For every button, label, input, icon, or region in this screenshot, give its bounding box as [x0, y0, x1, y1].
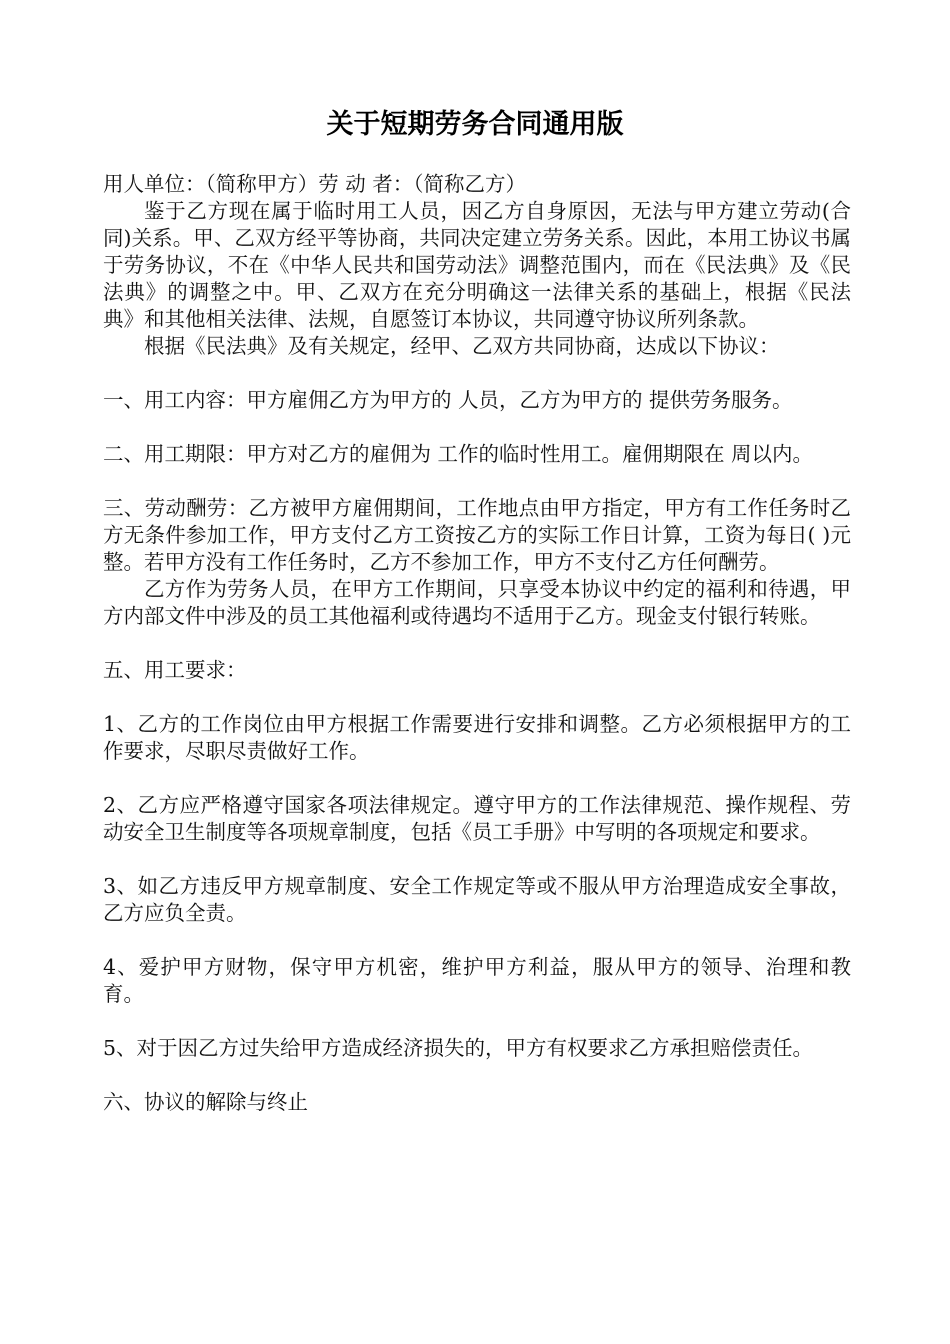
requirement-item-2: 2、乙方应严格遵守国家各项法律规定。遵守甲方的工作法律规范、操作规程、劳动安全卫生制度等各项规章制度，包括《员工手册》中写明的各项规定和要求。 [103, 793, 851, 844]
clause-remuneration: 三、劳动酬劳：乙方被甲方雇佣期间，工作地点由甲方指定，甲方有工作任务时乙方无条件参加工作，甲方支付乙方工资按乙方的实际工作日计算，工资为每日( )元整。若甲方没有工作任务时，乙方不参加工作，甲方不支付乙方任何酬劳。 [103, 496, 851, 574]
document-body [103, 171, 851, 1116]
requirement-item-4: 4、爱护甲方财物，保守甲方机密，维护甲方利益，服从甲方的领导、治理和教育。 [103, 955, 851, 1006]
requirement-item-1: 1、乙方的工作岗位由甲方根据工作需要进行安排和调整。乙方必须根据甲方的工作要求，尽职尽责做好工作。 [103, 712, 851, 763]
clause-work-content: 一、用工内容：甲方雇佣乙方为甲方的 人员，乙方为甲方的 提供劳务服务。 [103, 388, 793, 412]
section-heading-termination: 六、协议的解除与终止 [103, 1090, 308, 1114]
section-heading-requirements: 五、用工要求： [103, 658, 247, 682]
clause-work-period: 二、用工期限：甲方对乙方的雇佣为 工作的临时性用工。雇佣期限在 周以内。 [103, 442, 814, 466]
requirement-item-5: 5、对于因乙方过失给甲方造成经济损失的，甲方有权要求乙方承担赔偿责任。 [103, 1036, 814, 1060]
preamble-paragraph: 鉴于乙方现在属于临时用工人员，因乙方自身原因，无法与甲方建立劳动(合同)关系。甲、乙双方经平等协商，共同决定建立劳务关系。因此，本用工协议书属于劳务协议，不在《中华人民共和国劳动法》调整范围内，而在《民法典》及《民法典》的调整之中。甲、乙双方在充分明确这一法律关系的基础上，根据《民法典》和其他相关法律、法规，自愿签订本协议，共同遵守协议所列条款。 [103, 199, 851, 331]
document-title: 关于短期劳务合同通用版 [326, 109, 624, 140]
parties-line: 用人单位：（简称甲方）劳 动 者：（简称乙方） [103, 172, 527, 196]
clause-benefits: 乙方作为劳务人员，在甲方工作期间，只享受本协议中约定的福利和待遇，甲方内部文件中涉及的员工其他福利或待遇均不适用于乙方。现金支付银行转账。 [103, 577, 851, 628]
requirement-item-3: 3、如乙方违反甲方规章制度、安全工作规定等或不服从甲方治理造成安全事故，乙方应负全责。 [103, 874, 851, 925]
agreement-intro-paragraph: 根据《民法典》及有关规定，经甲、乙双方共同协商，达成以下协议： [144, 334, 780, 358]
